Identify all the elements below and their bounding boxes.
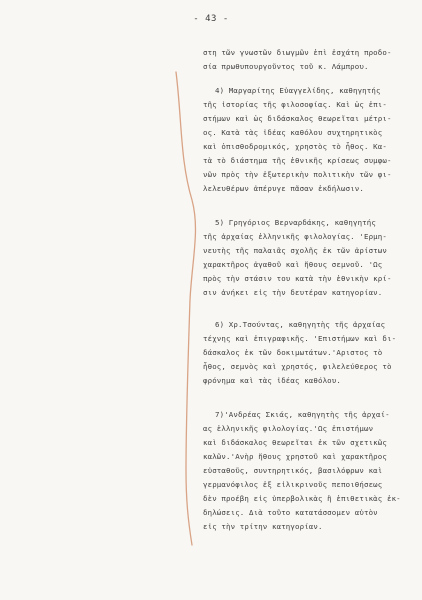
- text-line: καλῶν.'Ανὴρ ἤθους χρηστοῦ καὶ χαρακτῆρος: [203, 452, 387, 461]
- text-line: λελευθέρων ἀπέρυγε πᾶσαν ἐκδήλωσιν.: [203, 184, 364, 193]
- text-line: στήμων καὶ ὡς διδάσκαλος θεωρεῖται μέτρι-: [203, 114, 392, 123]
- text-line: στη τῶν γνωστῶν διωγμῶν ἐπὶ ἐσχάτη προδο-: [203, 48, 392, 57]
- text-line: γερμανόφιλος ἐξ εἰλικρινοῦς πεποιθήσεως: [203, 480, 383, 489]
- text-line: σιν ἀνήκει εἰς τὴν δευτέραν κατηγορίαν.: [203, 288, 383, 297]
- text-line: ἦθος, σεμνὸς καὶ χρηστός, φιλελεύθερος τὸ: [203, 362, 392, 371]
- text-line: σία πρωθυπουργοῦντος τοῦ κ. Λάμπρου.: [203, 62, 369, 71]
- text-line: καὶ ὀπισθοδρομικός, χρηστὸς τὸ ἦθος. Κα-: [203, 142, 387, 151]
- text-line: 7)'Ανδρέας Σκιάς, καθηγητὴς τῆς ἀρχαί-: [215, 410, 390, 419]
- text-line: 5) Γρηγόριος Βερναρδάκης, καθηγητής: [215, 218, 376, 227]
- text-line: χαρακτῆρος ἀγαθοῦ καὶ ἤθους σεμνοῦ. 'Ως: [203, 260, 383, 269]
- text-line: ας ἑλληνικῆς φιλολογίας.'Ως ἐπιστήμων: [203, 424, 374, 433]
- text-line: νευτὴς τῆς παλαιᾶς σχολῆς ἐκ τῶν ἀρίστων: [203, 246, 387, 255]
- text-line: δηλώσεις. Διὰ τοῦτο κατατάσσομεν αὐτὸν: [203, 508, 378, 517]
- text-line: τῆς ἀρχαίας ἑλληνικῆς φιλολογίας. 'Ερμη-: [203, 232, 387, 241]
- text-line: τέχνης καὶ ἐπιγραφικῆς. 'Επιστήμων καὶ δι-: [203, 334, 397, 343]
- text-line: τὰ τὸ διάστημα τῆς ἐθνικῆς κρίσεως συμφω-: [203, 156, 392, 165]
- text-line: πρὸς τὴν στάσιν του κατὰ τὴν ἐθνικὴν κρί-: [203, 274, 392, 283]
- text-line: δὲν προέβη εἰς ὑπερβολικὰς ἢ ἐπιθετικὰς ἐκ-: [203, 494, 401, 503]
- text-line: εὐσταθοῦς, συντηρητικός, βασιλόφρων καὶ: [203, 466, 383, 475]
- text-line: δάσκαλος ἐκ τῶν δοκιμωτάτων.'Αριστος τὸ: [203, 348, 383, 357]
- text-line: εἰς τὴν τρίτην κατηγορίαν.: [203, 522, 323, 531]
- text-line: καὶ διδάσκαλος θεωρεῖται ἐκ τῶν σχετικῶς: [203, 438, 387, 447]
- text-line: νῶν πρὸς τὴν ἐξωτερικὴν πολιτικὴν τῶν φι-: [203, 170, 392, 179]
- text-line: ος. Κατὰ τὰς ἰδέας καθόλου συχτηρητικὸς: [203, 128, 383, 137]
- text-line: 4) Μαργαρίτης Εὐαγγελίδης, καθηγητής: [215, 86, 381, 95]
- text-line: τῆς ἱστορίας τῆς φιλοσοφίας. Καὶ ὡς ἐπι-: [203, 100, 387, 109]
- page-number: - 43 -: [193, 14, 229, 24]
- text-line: 6) Χρ.Τσούντας, καθηγητὴς τῆς ἀρχαίας: [215, 320, 386, 329]
- text-line: φρόνημα καὶ τὰς ἰδέας καθόλου.: [203, 376, 341, 385]
